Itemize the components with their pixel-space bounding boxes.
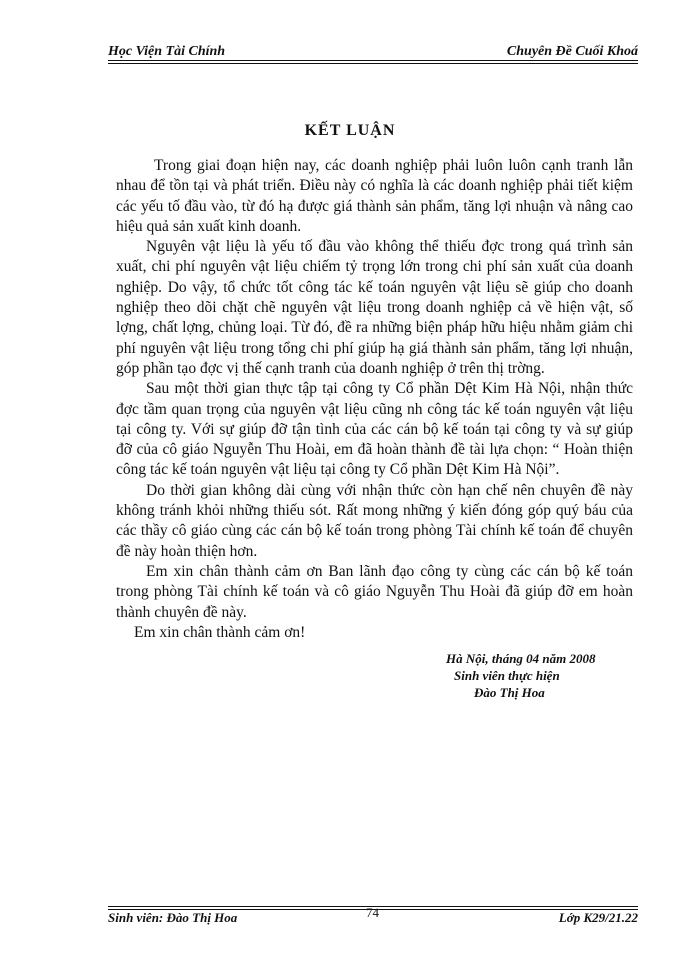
paragraph: Do thời gian không dài cùng với nhận thức còn hạn chế nên chuyên đề này không tránh khỏi những thiếu sót. Rất mong những ý kiến đóng góp quý báu của các thầy cô giáo cùng các cán bộ kế toán trong phòng Tài chính kế toán để chuyên đề này hoàn thiện hơn.: [116, 481, 633, 560]
signature-date: Hà Nội, tháng 04 năm 2008: [446, 651, 596, 666]
page-footer: [108, 905, 638, 930]
paragraph: Trong giai đoạn hiện nay, các doanh nghiệp phải luôn luôn cạnh tranh lẫn nhau để tồn tại và phát triển. Điều này có nghĩa là các doanh nghiệp phải tiết kiệm các yếu tố đầu vào, từ đó hạ được giá thành sản phẩm, tăng lợi nhuận và nâng cao hiệu quả sản xuất kinh doanh.: [116, 157, 633, 235]
header-institution: Học Viện Tài Chính: [108, 44, 226, 59]
body-text: [116, 156, 633, 643]
page-title: KẾT LUẬN: [304, 122, 396, 139]
paragraph: Sau một thời gian thực tập tại công ty Cổ phần Dệt Kim Hà Nội, nhận thức đợc tầm quan trọng của nguyên vật liệu cũng nh công tác kế toán nguyên vật liệu tại công ty. Với sự giúp đỡ tận tình của các cán bộ kế toán tại công ty và sự giúp đỡ của cô giáo Nguyễn Thu Hoài, em đã hoàn thành đề tài lựa chọn: “ Hoàn thiện công tác kế toán nguyên vật liệu tại công ty Cổ phần Dệt Kim Hà Nội”.: [116, 380, 633, 479]
paragraph: Nguyên vật liệu là yếu tố đầu vào không thể thiếu đợc trong quá trình sản xuất, chi phí nguyên vật liệu chiếm tỷ trọng lớn trong chi phí sản xuất của doanh nghiệp. Do vậy, tổ chức tốt công tác kế toán nguyên vật liệu sẽ giúp cho doanh nghiệp theo dõi chặt chẽ nguyên vật liệu trong doanh nghiệp cả về hiện vật, số lợng, chất lợng, chủng loại. Từ đó, đề ra những biện pháp hữu hiệu nhằm giảm chi phí nguyên vật liệu trong tổng chi phí giúp hạ giá thành sản phẩm, tăng lợi nhuận, góp phần tạo đợc vị thế cạnh tranh của doanh nghiệp ở trên thị trờng.: [116, 238, 633, 377]
paragraph: Em xin chân thành cảm ơn!: [134, 623, 306, 641]
signature-block: [446, 650, 596, 701]
footer-student: Sinh viên: Đào Thị Hoa: [108, 910, 238, 925]
header-rule: [108, 60, 638, 64]
signature-role: Sinh viên thực hiện: [454, 668, 560, 683]
header-document-type: Chuyên Đề Cuối Khoá: [506, 44, 638, 59]
signature-name: Đào Thị Hoa: [474, 685, 545, 700]
footer-class: Lớp K29/21.22: [558, 910, 638, 925]
paragraph: Em xin chân thành cảm ơn Ban lãnh đạo công ty cùng các cán bộ kế toán trong phòng Tài chính kế toán và cô giáo Nguyễn Thu Hoài đã giúp đỡ em hoàn thành chuyên đề này.: [116, 562, 633, 621]
page-number: 74: [366, 905, 379, 920]
page-header: [108, 40, 638, 60]
